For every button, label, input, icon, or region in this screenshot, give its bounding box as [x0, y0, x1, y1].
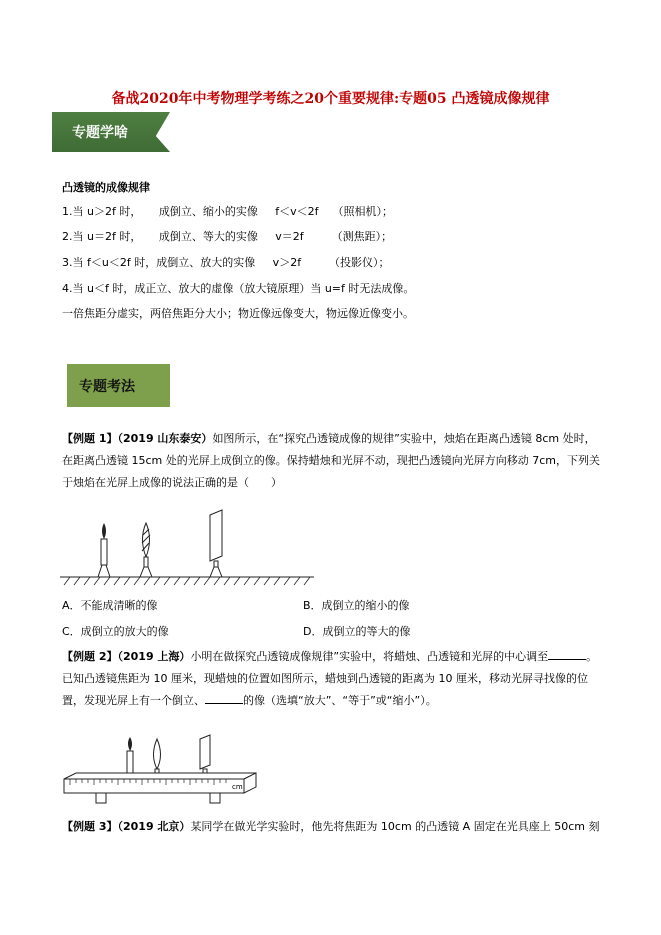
rule-line-2: 2.当 u＝2f 时， 成倒立、等大的实像 v＝2f （测焦距）；	[62, 230, 393, 243]
example-2-text-b: 。已知凸透镜焦距为 10 厘米，现蜡烛的位置如图所示，蜡烛到凸透镜的距离为 10 厘米，移动光屏寻找像的位置，发现光屏上有一个倒立、	[62, 650, 598, 707]
rule-line-3: 3.当 f＜u＜2f 时，成倒立、放大的实像 v＞2f （投影仪）；	[62, 256, 390, 269]
rules-heading: 凸透镜的成像规律	[62, 181, 150, 194]
example-2-tag: 【例题 2】（2019 上海）	[62, 650, 191, 663]
example-1-tag: 【例题 1】（2019 山东泰安）	[62, 432, 213, 445]
light-screen	[210, 510, 222, 577]
example-2-question	[62, 646, 602, 712]
option-b: B．成倒立的缩小的像	[303, 599, 410, 612]
example-1-question	[62, 428, 602, 494]
rule-summary: 一倍焦距分虚实，两倍焦距分大小；物近像远像变大，物远像近像变小。	[62, 307, 414, 320]
section-banner-label: 专题考法	[79, 379, 135, 395]
example-3-tag: 【例题 3】（2019 北京）	[62, 820, 191, 833]
convex-lens	[154, 739, 161, 773]
ruler-unit-label: cm	[232, 783, 243, 791]
option-a: A．不能成清晰的像	[62, 599, 158, 612]
section-banner-label: 专题学啥	[72, 125, 128, 141]
example-2-text-a: 小明在做探究凸透镜成像规律”实验中，将蜡烛、凸透镜和光屏的中心调至	[190, 650, 549, 663]
rule-line-4: 4.当 u＜f 时，成正立、放大的虚像（放大镜原理）当 u=f 时无法成像。	[62, 282, 415, 295]
rule-line-1: 1.当 u＞2f 时， 成倒立、缩小的实像 f＜v＜2f （照相机）；	[62, 205, 394, 218]
example-2-text-c: 的像（选填“放大”、“等于”或“缩小”）。	[243, 694, 437, 707]
example-2-figure	[60, 733, 260, 806]
example-3-question	[62, 816, 602, 838]
light-screen	[200, 735, 210, 773]
example-1-text: 如图所示，在“探究凸透镜成像的规律”实验中，烛焰在距离凸透镜 8cm 处时，在距离凸透镜 15cm 处的光屏上成倒立的像。保持蜡烛和光屏不动，现把凸透镜向光屏方向移动 7cm，下列关于烛焰在光屏上成像的说法正确的是（ ）	[62, 432, 601, 489]
bench-feet	[96, 793, 220, 803]
example-3-text: 某同学在做光学实验时，他先将焦距为 10cm 的凸透镜 A 固定在光具座上 50cm 刻	[190, 820, 600, 833]
answer-blank-1	[548, 649, 586, 660]
section-banner-methods	[67, 364, 170, 407]
candle-with-flame	[127, 737, 133, 773]
convex-lens	[140, 523, 152, 577]
candle-with-flame	[98, 523, 110, 577]
bench-hatching	[64, 577, 310, 585]
example-1-figure	[58, 505, 320, 587]
answer-blank-2	[205, 693, 243, 704]
option-d: D．成倒立的等大的像	[303, 625, 411, 638]
section-banner-study	[52, 112, 170, 152]
option-c: C．成倒立的放大的像	[62, 625, 169, 638]
document-title: 备战2020年中考物理学考练之20个重要规律:专题05 凸透镜成像规律	[111, 91, 550, 107]
